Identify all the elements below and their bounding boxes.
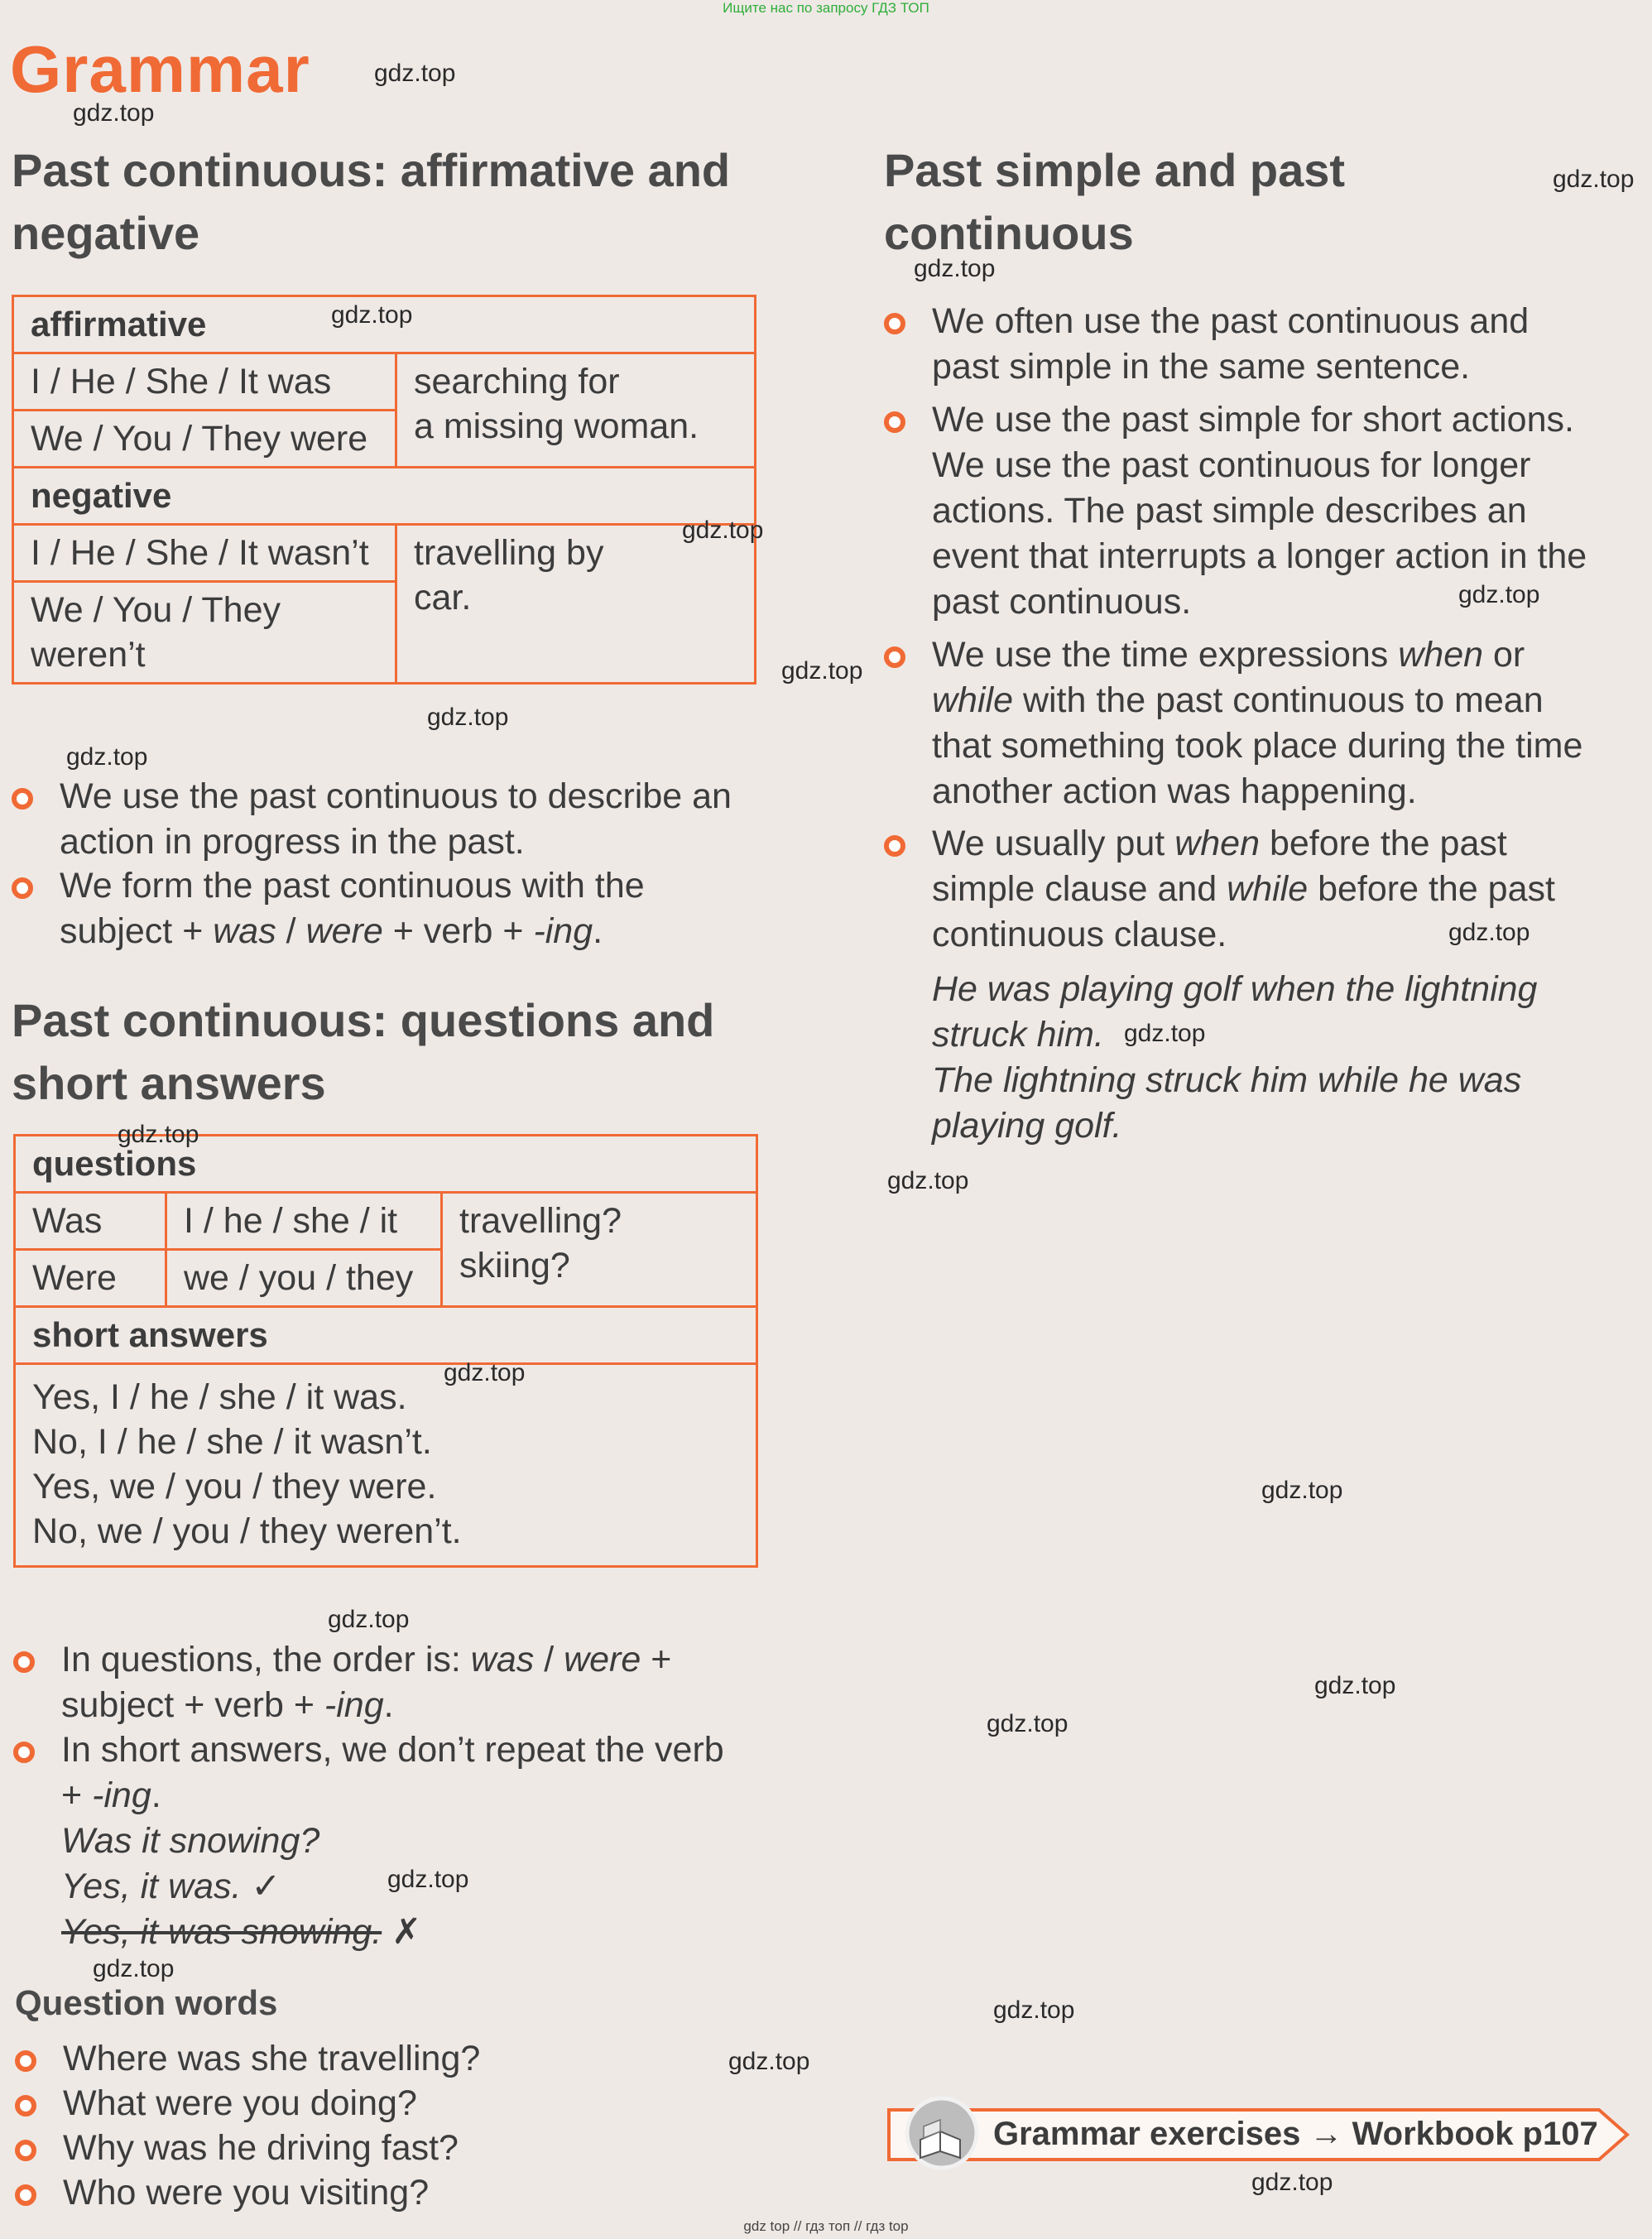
bullet-line: action in progress in the past. xyxy=(60,822,525,862)
example-line: Yes, it was. ✓ xyxy=(61,1867,281,1906)
cell-line: weren’t xyxy=(31,635,146,675)
example-line: The lightning struck him while he was xyxy=(932,1060,1522,1100)
example-line: Was it snowing? xyxy=(61,1821,320,1861)
bullet-line xyxy=(932,632,1582,678)
workbook-link[interactable] xyxy=(887,2105,1632,2165)
bullet-line: We form the past continuous with the xyxy=(60,866,645,906)
bullet-line: We use the past simple for short actions. xyxy=(932,400,1574,440)
cell-line: searching for xyxy=(414,362,620,401)
top-banner[interactable]: Ищите нас по запросу ГДЗ ТОП xyxy=(723,0,929,16)
question-words-heading: Question words xyxy=(15,1983,278,2022)
text: + xyxy=(641,1640,672,1679)
bullet-line: We use the past continuous to describe an xyxy=(60,776,732,816)
cell-line: skiing? xyxy=(459,1246,570,1285)
cell-line: We / You / They xyxy=(31,590,281,630)
bullet-line xyxy=(60,909,645,954)
text: simple clause and xyxy=(932,869,1227,909)
bullet-line: that something took place during the time xyxy=(932,726,1583,766)
text: -ing xyxy=(533,911,593,951)
list-item: What were you doing? xyxy=(15,2081,417,2126)
cell-line: No, we / you / they weren’t. xyxy=(32,1511,462,1551)
bullet-line: We often use the past continuous and xyxy=(932,301,1530,341)
watermark: gdz.top xyxy=(1261,1477,1343,1504)
cell-line: a missing woman. xyxy=(414,406,699,446)
text: + verb + xyxy=(382,911,534,951)
bullet-line: actions. The past simple describes an xyxy=(932,491,1527,531)
text: -ing xyxy=(92,1775,151,1815)
heading-line: Past continuous: affirmative and xyxy=(12,144,731,196)
text: . xyxy=(593,911,603,951)
watermark: gdz.top xyxy=(328,1606,410,1633)
bullet-line: In short answers, we don’t repeat the verb xyxy=(61,1730,724,1770)
bullet-line: event that interrupts a longer action in the xyxy=(932,536,1587,576)
watermark: gdz.top xyxy=(987,1710,1069,1737)
questions-header: questions xyxy=(15,1136,757,1193)
table-cell xyxy=(13,582,396,684)
text: -ing xyxy=(324,1685,384,1725)
text: In questions, the order is: xyxy=(61,1640,471,1679)
bullet-line: We use the past continuous for longer xyxy=(932,445,1531,485)
page-title: Grammar xyxy=(10,32,310,106)
list-item xyxy=(13,1727,724,1955)
text: or xyxy=(1483,635,1525,675)
heading-line: Past continuous: questions and xyxy=(12,994,715,1046)
bullet-line xyxy=(61,1683,671,1728)
bullet-line: past simple in the same sentence. xyxy=(932,347,1471,387)
bullet-line xyxy=(932,678,1582,723)
table-cell: I / He / She / It wasn’t xyxy=(13,525,396,582)
cell-line: travelling? xyxy=(459,1201,622,1241)
bullet-line xyxy=(61,1773,724,1819)
text: was xyxy=(213,911,276,951)
bullet-line: past continuous. xyxy=(932,582,1192,622)
watermark: gdz.top xyxy=(887,1167,969,1194)
watermark: gdz.top xyxy=(1251,2169,1333,2196)
list-item xyxy=(884,299,1529,390)
text: were xyxy=(305,911,383,951)
watermark: gdz.top xyxy=(73,99,155,127)
heading-line: Past simple and past xyxy=(884,144,1346,196)
bullet-line xyxy=(932,867,1555,912)
list-item xyxy=(884,632,1582,814)
text: We usually put xyxy=(932,824,1175,863)
list-item xyxy=(12,863,645,954)
watermark: gdz.top xyxy=(781,657,863,685)
bullet-line: continuous clause. xyxy=(932,915,1227,954)
section-heading-questions xyxy=(12,989,714,1115)
text: / xyxy=(534,1640,564,1679)
text: while xyxy=(1227,869,1309,909)
short-answers-header: short answers xyxy=(15,1307,757,1364)
table-cell xyxy=(442,1193,757,1307)
list-item xyxy=(12,774,732,865)
watermark: gdz.top xyxy=(374,60,456,87)
text: We use the time expressions xyxy=(932,635,1399,675)
example-line: playing golf. xyxy=(932,1106,1122,1146)
table-cell xyxy=(396,525,756,684)
text: were xyxy=(564,1640,641,1679)
cell-line: travelling by xyxy=(414,533,604,573)
watermark: gdz.top xyxy=(1314,1672,1396,1699)
text: with the past continuous to mean xyxy=(1013,680,1544,720)
table-cell xyxy=(396,353,756,468)
heading-line: continuous xyxy=(884,207,1134,259)
cell-line: No, I / he / she / it wasn’t. xyxy=(32,1422,432,1462)
text: subject + xyxy=(60,911,214,951)
questions-table xyxy=(13,1134,758,1568)
watermark: gdz.top xyxy=(993,1996,1075,2024)
text: was xyxy=(470,1640,535,1679)
cell-line: car. xyxy=(414,578,472,617)
watermark: gdz.top xyxy=(1124,1020,1206,1047)
affirmative-header: affirmative xyxy=(13,296,756,353)
watermark: gdz.top xyxy=(427,704,509,731)
bottom-banner: gdz top // гдз топ // гдз top xyxy=(743,2218,909,2234)
text: + xyxy=(61,1775,93,1815)
example-line xyxy=(61,1910,724,1955)
text: while xyxy=(932,680,1013,720)
list-item: Who were you visiting? xyxy=(15,2170,429,2216)
example-line: He was playing golf when the lightning xyxy=(932,969,1538,1009)
list-item: Why was he driving fast? xyxy=(15,2126,459,2171)
watermark: gdz.top xyxy=(118,1121,199,1148)
table-cell: Was xyxy=(15,1193,166,1250)
affirmative-negative-table xyxy=(12,295,756,685)
example-block xyxy=(932,967,1537,1149)
heading-line: short answers xyxy=(12,1057,326,1109)
workbook-link-label: Grammar exercises → Workbook p107 xyxy=(993,2116,1598,2152)
watermark: gdz.top xyxy=(1458,581,1540,608)
text: when xyxy=(1174,824,1260,863)
section-heading-affirmative-negative xyxy=(12,139,730,265)
cross-mark: ✗ xyxy=(382,1912,422,1952)
watermark: gdz.top xyxy=(66,743,148,771)
bullet-line xyxy=(61,1637,671,1683)
bullet-line xyxy=(932,821,1555,867)
table-cell: I / he / she / it xyxy=(166,1193,442,1250)
watermark: gdz.top xyxy=(331,301,413,329)
cell-line: Yes, we / you / they were. xyxy=(32,1467,437,1506)
text: / xyxy=(276,911,306,951)
text: . xyxy=(383,1685,394,1725)
text: . xyxy=(151,1775,161,1815)
heading-line: negative xyxy=(12,207,200,259)
negative-header: negative xyxy=(13,468,756,525)
text: subject + verb + xyxy=(61,1685,324,1725)
watermark: gdz.top xyxy=(682,517,764,544)
list-item: Where was she travelling? xyxy=(15,2036,480,2082)
watermark: gdz.top xyxy=(444,1359,526,1386)
table-cell: Were xyxy=(15,1250,166,1307)
struck-text: Yes, it was snowing. xyxy=(61,1912,382,1952)
watermark: gdz.top xyxy=(93,1955,175,1982)
example-line: struck him. xyxy=(932,1015,1104,1055)
table-cell: we / you / they xyxy=(166,1250,442,1307)
watermark: gdz.top xyxy=(387,1866,469,1893)
watermark: gdz.top xyxy=(914,255,996,282)
bullet-line: another action was happening. xyxy=(932,771,1417,811)
text: before the past xyxy=(1308,869,1555,909)
watermark: gdz.top xyxy=(1448,919,1530,946)
text: when xyxy=(1398,635,1484,675)
section-heading-past-simple-continuous xyxy=(884,139,1345,265)
text: before the past xyxy=(1260,824,1507,863)
table-cell: We / You / They were xyxy=(13,411,396,468)
list-item xyxy=(13,1637,671,1728)
table-cell xyxy=(15,1364,757,1567)
book-icon xyxy=(902,2093,982,2173)
table-cell: I / He / She / It was xyxy=(13,353,396,411)
watermark: gdz.top xyxy=(1553,166,1635,193)
watermark: gdz.top xyxy=(728,2048,810,2075)
cell-line: Yes, I / he / she / it was. xyxy=(32,1377,407,1417)
